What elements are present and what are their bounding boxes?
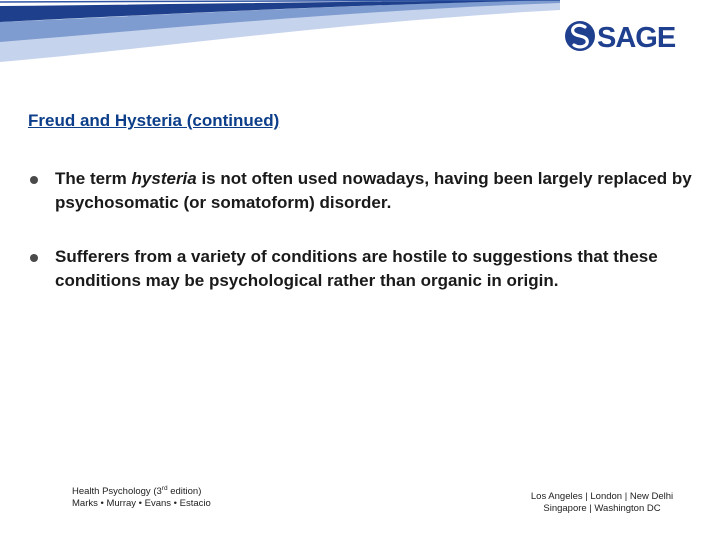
sage-logo-text: SAGE [597, 22, 676, 54]
footer-authors: Marks • Murray • Evans • Estacio [72, 498, 211, 509]
bullet-dot-icon [30, 254, 38, 262]
bullet-list [28, 167, 698, 293]
footer-book-citation [72, 486, 211, 510]
bullet-item [28, 167, 698, 215]
bullet-text-start: The term [55, 169, 132, 188]
header-swoosh-decoration [0, 0, 560, 62]
footer-book-title: Health Psychology (3rd edition) [72, 485, 202, 497]
bullet-item [28, 245, 698, 293]
bullet-emphasis: hysteria [131, 169, 197, 188]
bullet-dot-icon [30, 176, 38, 184]
footer-publisher-locations [492, 491, 712, 515]
footer-edition-superscript: rd [161, 485, 168, 492]
slide-title: Freud and Hysteria (continued) [28, 111, 280, 130]
footer-locations-line-1: Los Angeles | London | New Delhi [530, 491, 674, 502]
bullet-text: Sufferers from a variety of conditions are hostile to suggestions that these conditions may be psychological rather than organic in origin. [55, 247, 658, 290]
footer-locations-line-2: Singapore | Washington DC [543, 503, 661, 514]
sage-logo [563, 16, 683, 56]
bullet-text-end: is not often used nowadays, having been largely replaced by psychosomatic (or somatoform) disorder. [55, 169, 692, 212]
